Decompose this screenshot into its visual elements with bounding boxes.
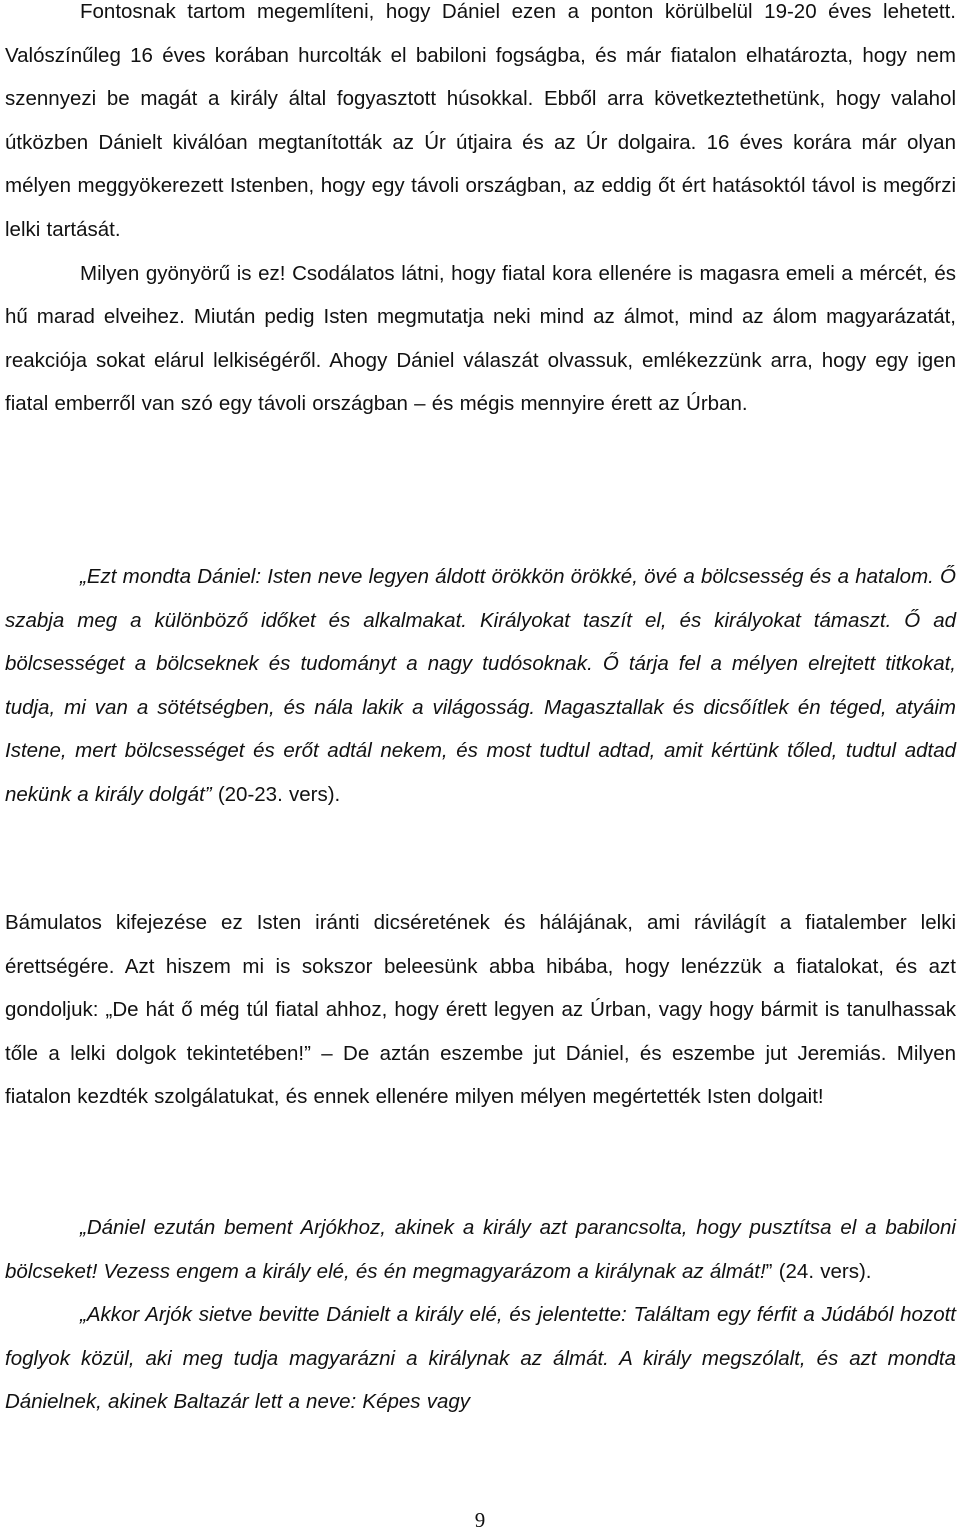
quote-text: „Dániel ezután bement Arjókhoz, akinek a király azt parancsolta, hogy pusztítsa el a babiloni bölcseket! Vezess engem a király elé, és én megmagyarázom a királynak az álmát! xyxy=(5,1216,956,1283)
paragraph-beautiful: Milyen gyönyörű is ez! Csodálatos látni, hogy fiatal kora ellenére is magasra emeli a mércét, és hű marad elveihez. Miután pedig Isten megmutatja neki mind az álmot, mind az álom magyarázatát, reakciója sokat elárul lelkiségéről. Ahogy Dániel válaszát olvassuk, emlékezzünk arra, hogy egy igen fiatal emberről van szó egy távoli országban – és mégis mennyire érett az Úrban. xyxy=(5,261,956,416)
body-section-1 xyxy=(5,0,956,426)
quote-paragraph-20-23 xyxy=(5,555,956,817)
quote-text: „Akkor Arjók sietve bevitte Dánielt a király elé, és jelentette: Találtam egy férfit a Júdából hozott foglyok közül, aki meg tudja magyarázni a királynak az álmát. A király megszólalt, és azt mondta Dánielnek, akinek Baltazár lett a neve: Képes vagy xyxy=(5,1303,956,1414)
quote-paragraph-24 xyxy=(5,1206,956,1293)
quote-text: „Ezt mondta Dániel: Isten neve legyen áldott örökkön örökké, övé a bölcsesség és a hatalom. Ő szabja meg a különböző időket és alkalmakat. Királyokat taszít el, és királyokat támaszt. Ő ad bölcsességet a bölcseknek és tudományt a nagy tudósoknak. Ő tárja fel a mélyen elrejtett titkokat, tudja, mi van a sötétségben, és nála lakik a világosság. Magasztallak és dicsőítlek én téged, atyáim Istene, mert bölcsességet és erőt adtál nekem, és most tudtul adtad, amit kértünk tőled, tudtul adtad nekünk a király dolgát” xyxy=(5,565,956,806)
paragraph-daniel-age: Fontosnak tartom megemlíteni, hogy Dániel ezen a ponton körülbelül 19-20 éves lehetett. Valószínűleg 16 éves korában hurcolták el babiloni fogságba, és már fiatalon elhatározta, hogy nem szennyezi be magát a király által fogyasztott húsokkal. Ebből arra következtethetünk, hogy valahol útközben Dánielt kiválóan megtanították az Úr útjaira és az Úr dolgaira. 16 éves korára már olyan mélyen meggyökerezett Istenben, hogy egy távoli országban, az eddig őt ért hatásoktól távol is megőrzi lelki tartását. xyxy=(5,0,956,241)
quote-paragraph-25 xyxy=(5,1293,956,1424)
quote-close-mark: ” xyxy=(765,1259,773,1283)
paragraph-praise: Bámulatos kifejezése ez Isten iránti dicséretének és hálájának, ami rávilágít a fiatalember lelki érettségére. Azt hiszem mi is sokszor beleesünk abba hibába, hogy lenézzük a fiatalokat, és azt gondoljuk: „De hát ő még túl fiatal ahhoz, hogy érett legyen az Úrban, vagy hogy bármit is tanulhassak tőle a lelki dolgok tekintetében!” – De aztán eszembe jut Dániel, és eszembe jut Jeremiás. Milyen fiatalon kezdték szolgálatukat, és ennek ellenére milyen mélyen megértették Isten dolgait! xyxy=(5,911,956,1109)
body-section-2 xyxy=(5,555,956,817)
body-section-4 xyxy=(5,1206,956,1424)
verse-reference: (20-23. vers). xyxy=(211,782,341,806)
page-number: 9 xyxy=(474,1508,486,1532)
verse-reference: (24. vers). xyxy=(772,1259,872,1283)
body-section-3 xyxy=(5,901,956,1119)
